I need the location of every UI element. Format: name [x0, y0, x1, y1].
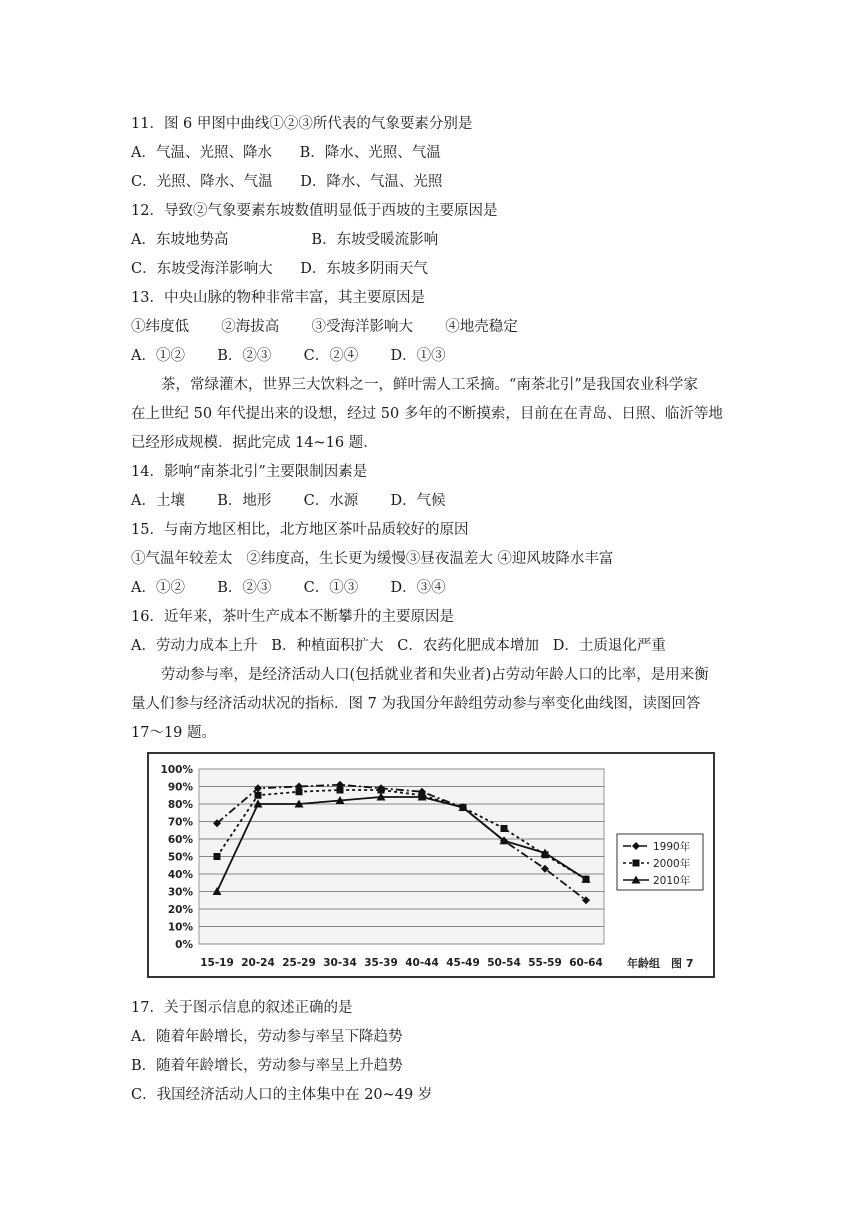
y-tick-label: 60%	[167, 834, 193, 846]
text-line: ①气温年较差太 ②纬度高，生长更为缓慢③昼夜温差大 ④迎风坡降水丰富	[131, 551, 614, 567]
data-point	[337, 787, 344, 794]
x-tick-label: 30-34	[323, 957, 357, 969]
data-point	[296, 788, 303, 795]
y-tick-label: 20%	[167, 904, 193, 916]
legend-marker	[633, 860, 640, 867]
y-tick-label: 80%	[167, 799, 193, 811]
x-tick-label: 55-59	[528, 957, 562, 969]
text-line: 12．导致②气象要素东坡数值明显低于西坡的主要原因是	[131, 203, 498, 219]
x-tick-label: 60-64	[569, 957, 603, 969]
y-tick-label: 40%	[167, 869, 193, 881]
legend-label: 1990年	[653, 841, 691, 853]
x-tick-label: 20-24	[241, 957, 275, 969]
text-line: 量人们参与经济活动状况的指标．图 7 为我国分年龄组劳动参与率变化曲线图，读图回答	[131, 696, 701, 712]
text-line: C．东坡受海洋影响大 D．东坡多阴雨天气	[131, 261, 428, 277]
x-tick-label: 45-49	[446, 957, 480, 969]
text-line: A．土壤 B．地形 C．水源 D．气候	[131, 493, 446, 509]
text-line: 在上世纪 50 年代提出来的设想，经过 50 多年的不断摸索，目前在在青岛、日照、临沂等地	[131, 406, 723, 422]
text-line: A．气温、光照、降水 B．降水、光照、气温	[131, 145, 441, 161]
text-line: 17．关于图示信息的叙述正确的是	[131, 1000, 353, 1016]
x-tick-label: 40-44	[405, 957, 439, 969]
y-tick-label: 100%	[160, 764, 193, 776]
text-line: 13．中央山脉的物种非常丰富，其主要原因是	[131, 290, 425, 306]
x-tick-label: 25-29	[282, 957, 316, 969]
text-line: 劳动参与率，是经济活动人口(包括就业者和失业者)占劳动年龄人口的比率，是用来衡	[161, 667, 709, 683]
figure-label: 图 7	[671, 957, 694, 970]
text-line: C．光照、降水、气温 D．降水、气温、光照	[131, 174, 443, 190]
text-line: ①纬度低 ②海拔高 ③受海洋影响大 ④地壳稳定	[131, 319, 518, 335]
y-tick-label: 90%	[167, 781, 193, 794]
legend-label: 2010年	[653, 875, 691, 887]
text-line: A．①② B．②③ C．①③ D．③④	[131, 580, 446, 596]
labor-participation-chart	[147, 752, 715, 978]
x-tick-label: 15-19	[200, 957, 234, 969]
chart-canvas	[149, 754, 713, 976]
y-tick-label: 10%	[167, 921, 193, 934]
text-line: A．随着年龄增长，劳动参与率呈下降趋势	[131, 1029, 403, 1045]
data-point	[501, 825, 508, 832]
data-point	[378, 787, 385, 794]
y-tick-label: 70%	[167, 816, 193, 829]
y-tick-label: 0%	[175, 939, 193, 951]
text-line: 17～19 题。	[131, 725, 217, 741]
x-tick-label: 35-39	[364, 957, 398, 969]
text-line: A．劳动力成本上升 B．种植面积扩大 C．农药化肥成本增加 D．土质退化严重	[131, 638, 666, 654]
data-point	[214, 853, 221, 860]
y-tick-label: 30%	[167, 886, 193, 899]
x-tick-label: 50-54	[487, 957, 521, 969]
text-line: A．东坡地势高 B．东坡受暖流影响	[131, 232, 439, 248]
text-line: 已经形成规模．据此完成 14~16 题．	[131, 435, 378, 451]
text-line: B．随着年龄增长，劳动参与率呈上升趋势	[131, 1058, 403, 1074]
text-line: 14．影响“南茶北引”主要限制因素是	[131, 464, 368, 480]
y-tick-label: 50%	[167, 851, 193, 864]
text-line: 16．近年来，茶叶生产成本不断攀升的主要原因是	[131, 609, 454, 625]
text-line: A．①② B．②③ C．②④ D．①③	[131, 348, 446, 364]
legend-label: 2000年	[653, 858, 691, 870]
text-line: 15．与南方地区相比，北方地区茶叶品质较好的原因	[131, 522, 469, 538]
x-axis-label: 年龄组	[627, 957, 660, 970]
text-line: 茶，常绿灌木，世界三大饮料之一，鲜叶需人工采摘。“南茶北引”是我国农业科学家	[161, 377, 698, 393]
data-point	[255, 792, 262, 799]
text-line: C．我国经济活动人口的主体集中在 20~49 岁	[131, 1087, 433, 1103]
text-line: 11．图 6 甲图中曲线①②③所代表的气象要素分别是	[131, 116, 473, 132]
